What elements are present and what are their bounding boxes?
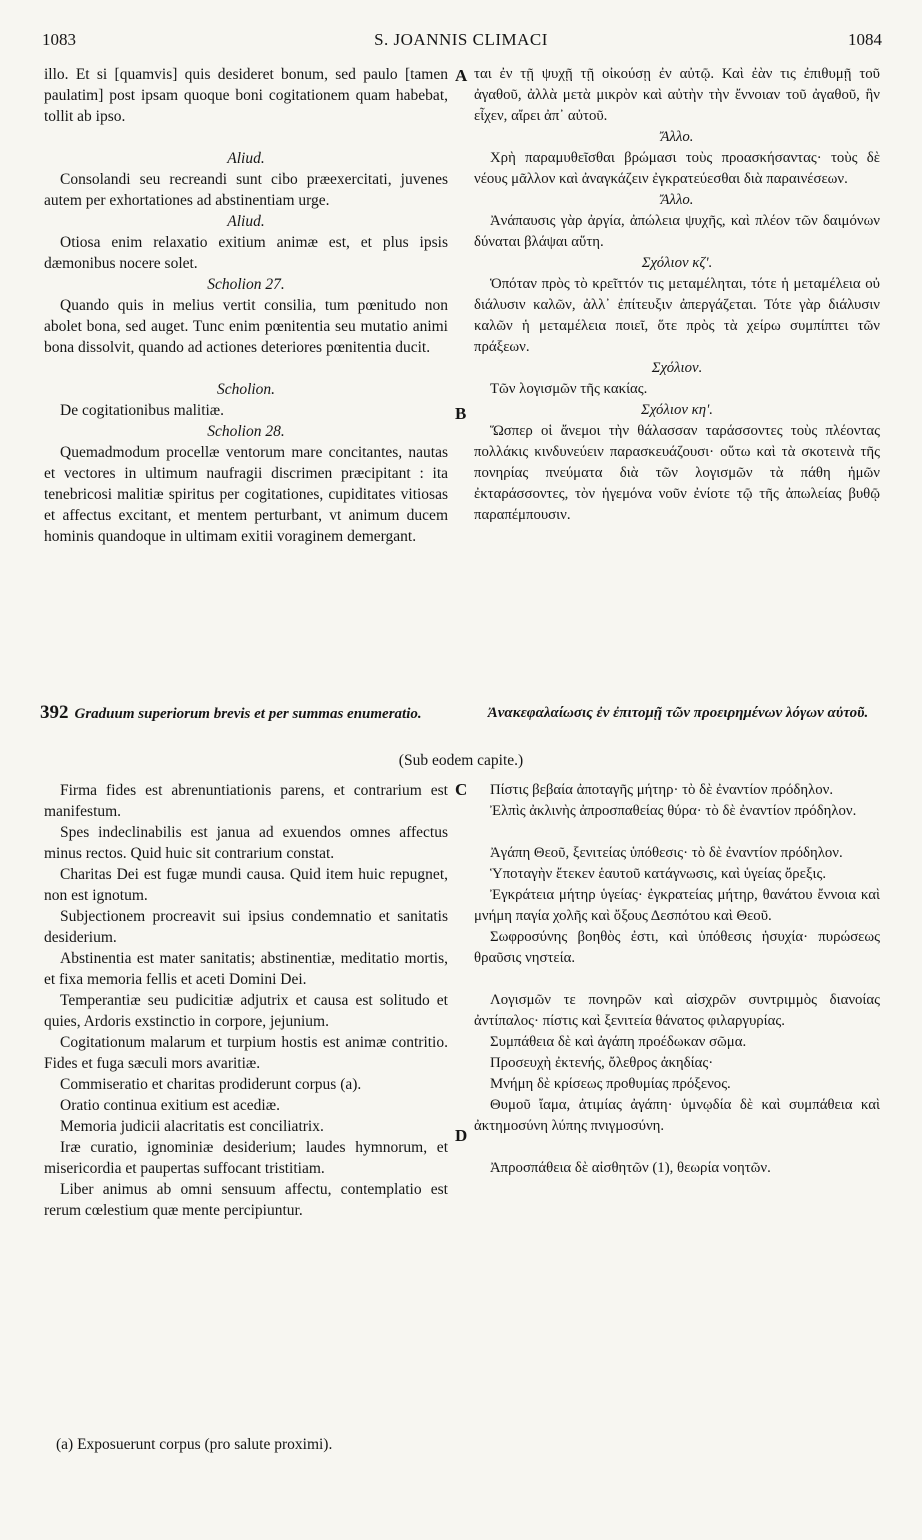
greek-column-upper: [474, 64, 880, 526]
greek-paragraph: Χρὴ παραμυθεῖσθαι βρώμασι τοὺς προασκήσαντας· τοὺς δὲ νέους μᾶλλον καὶ ἀναγκάζειν ἐγκρατεύεσθαι διὰ παραινέσεων.: [474, 150, 880, 187]
margin-letter-a: A: [455, 66, 468, 85]
greek-paragraph: Ἐλπὶς ἀκλινὴς ἀπροσπαθείας θύρα· τὸ δὲ ἐναντίον πρόδηλον.: [490, 803, 857, 819]
greek-paragraph: Ἀπροσπάθεια δὲ αἰσθητῶν (1), θεωρία νοητῶν.: [490, 1160, 771, 1176]
greek-paragraph: Ὥσπερ οἱ ἄνεμοι τὴν θάλασσαν ταράσσοντες τοὺς πλέοντας πολλάκις κινδυνεύειν παρασκευάζουσι· οὕτω καὶ τὰ σκοτεινὰ τῆς πονηρίας πνεύματα διὰ τῶν λογισμῶν τὰ πάθη ἡμῶν ἐκταράσσοντες, τὸν ἡγεμόνα νοῦν ἐνίοτε τῷ τῆς ἀπωλείας βυθῷ παραπέμπουσιν.: [474, 423, 880, 523]
latin-paragraph: Quando quis in melius vertit consilia, tum pœnitudo non abolet bona, sed auget. Tunc enim pœnitentia seu mutatio animi bona dissolvit, quando ad actiones deteriores pœnitentia ducit.: [44, 297, 448, 356]
latin-paragraph: Commiseratio et charitas prodiderunt corpus (a).: [60, 1076, 362, 1093]
section-subheading: (Sub eodem capite.): [398, 752, 524, 769]
latin-paragraph: Charitas Dei est fugæ mundi causa. Quid item huic repugnet, non est ignotum.: [44, 866, 448, 904]
latin-paragraph: Subjectionem procreavit sui ipsius condemnatio et sanitatis desiderium.: [44, 908, 448, 946]
greek-paragraph: Ὑποταγὴν ἔτεκεν ἑαυτοῦ κατάγνωσις, καὶ ὑγείας ὄρεξις.: [490, 866, 827, 882]
greek-column-lower: [474, 780, 880, 1179]
greek-paragraph: Ἀνάπαυσις γὰρ ἀργία, ἀπώλεια ψυχῆς, καὶ πλέον τῶν δαιμόνων δύναται βλάψαι αὕτη.: [474, 213, 880, 250]
margin-letter-b: B: [455, 404, 467, 423]
latin-column-lower: [44, 780, 448, 1221]
latin-heading: Aliud.: [227, 150, 265, 167]
left-page-number: 1083: [42, 30, 76, 49]
latin-paragraph: Iræ curatio, ignominiæ desiderium; laudes hymnorum, et misericordia et paupertas suffocant tristitiam.: [44, 1139, 448, 1177]
latin-paragraph: Cogitationum malarum et turpium hostis est animæ contritio. Fides et fuga sæculi mors avaritiæ.: [44, 1034, 448, 1072]
latin-heading: Scholion 28.: [207, 423, 285, 440]
latin-column-upper: [44, 64, 448, 547]
latin-section-heading: [40, 704, 450, 723]
latin-section-title: Graduum superiorum brevis et per summas enumeratio.: [74, 706, 422, 722]
latin-paragraph: Spes indeclinabilis est janua ad exuendos omnes affectus minus rectos. Quid huic sit contrarium constat.: [44, 824, 448, 862]
footnote: (a) Exposuerunt corpus (pro salute proximi).: [56, 1436, 333, 1453]
greek-paragraph: Πίστις βεβαία ἀποταγῆς μήτηρ· τὸ δὲ ἐναντίον πρόδηλον.: [490, 782, 834, 798]
greek-paragraph: Συμπάθεια δὲ καὶ ἀγάπη προέδωκαν σῶμα.: [490, 1034, 747, 1050]
greek-heading: Σχόλιον κη'.: [641, 402, 713, 418]
section-number: 392: [40, 702, 69, 723]
greek-paragraph: Ἀγάπη Θεοῦ, ξενιτείας ὑπόθεσις· τὸ δὲ ἐναντίον πρόδηλον.: [490, 845, 843, 861]
greek-paragraph: Ὁπόταν πρὸς τὸ κρεῖττόν τις μεταμέληται, τότε ἡ μεταμέλεια οὐ διάλυσιν καλῶν, ἀλλ᾽ ἐπίτευξιν ἀπεργάζεται. Τότε γὰρ διάλυσιν καλῶν ἡ μεταμέλεια ποιεῖ, ὅτε πρὸς τὰ χείρω συμπίπτει τῶν πράξεων.: [474, 276, 880, 355]
greek-section-title: Ἀνακεφαλαίωσις ἐν ἐπιτομῇ τῶν προειρημένων λόγων αὐτοῦ.: [487, 705, 869, 721]
greek-heading: Σχόλιον κζ'.: [641, 255, 713, 271]
greek-paragraph: Μνήμη δὲ κρίσεως προθυμίας πρόξενος.: [490, 1076, 731, 1092]
greek-paragraph: Προσευχὴ ἐκτενής, ὄλεθρος ἀκηδίας·: [490, 1055, 714, 1071]
margin-letter-d: D: [455, 1126, 468, 1145]
latin-paragraph: illo. Et si [quamvis] quis desideret bonum, sed paulo [tamen paulatim] post ipsam quoque boni cogitationem quam habebat, tollit ab ipso.: [44, 66, 448, 125]
latin-paragraph: Consolandi seu recreandi sunt cibo præexercitati, juvenes autem per exhortationes ad abstinentiam urge.: [44, 171, 448, 209]
latin-paragraph: Abstinentia est mater sanitatis; abstinentiæ, meditatio mortis, et fixa memoria fellis et aceti Domini Dei.: [44, 950, 448, 988]
latin-paragraph: Oratio continua exitium est acediæ.: [60, 1097, 280, 1114]
greek-paragraph: Θυμοῦ ἴαμα, ἀτιμίας ἀγάπη· ὑμνῳδία δὲ καὶ συμπάθεια καὶ ἀκτημοσύνη λύπης πνιγμοσύνη.: [474, 1097, 880, 1134]
latin-paragraph: Memoria judicii alacritatis est conciliatrix.: [60, 1118, 324, 1135]
running-title: S. JOANNIS CLIMACI: [374, 30, 548, 49]
latin-heading: Aliud.: [227, 213, 265, 230]
latin-paragraph: Firma fides est abrenuntiationis parens, et contrarium est manifestum.: [44, 782, 448, 820]
greek-paragraph: Τῶν λογισμῶν τῆς κακίας.: [490, 381, 648, 397]
greek-heading: Ἄλλο.: [660, 129, 694, 145]
right-page-number: 1084: [848, 30, 882, 49]
greek-heading: Σχόλιον.: [651, 360, 703, 376]
latin-paragraph: De cogitationibus malitiæ.: [60, 402, 225, 419]
greek-paragraph: Ἐγκράτεια μήτηρ ὑγείας· ἐγκρατείας μήτηρ, θανάτου ἔννοια καὶ μνήμη παγία χολῆς καὶ ὄξους Δεσπότου καὶ Θεοῦ.: [474, 887, 880, 924]
latin-heading: Scholion 27.: [207, 276, 285, 293]
latin-paragraph: Liber animus ab omni sensuum affectu, contemplatio est rerum cœlestium quæ mente percipiuntur.: [44, 1181, 448, 1219]
greek-paragraph: ται ἐν τῇ ψυχῇ τῇ οἰκούσῃ ἐν αὐτῷ. Καὶ ἐὰν τις ἐπιθυμῇ τοῦ ἀγαθοῦ, ἀλλὰ μετὰ μικρὸν καὶ αὐτὴν τὴν ἔννοιαν τοῦ ἀγαθοῦ, ἣν εἶχεν, αἴρει ἀπ᾽ αὐτοῦ.: [474, 66, 880, 124]
greek-paragraph: Σωφροσύνης βοηθὸς ἐστι, καὶ ὑπόθεσις ἡσυχία· πυρώσεως θραῦσις νηστεία.: [474, 929, 880, 966]
greek-paragraph: Λογισμῶν τε πονηρῶν καὶ αἰσχρῶν συντριμμὸς διανοίας ἀντίπαλος· πίστις καὶ ξενιτεία θάνατος φιλαργυρίας.: [474, 992, 880, 1029]
margin-letter-c: C: [455, 780, 468, 799]
latin-paragraph: Otiosa enim relaxatio exitium animæ est, et plus ipsis dæmonibus nocere solet.: [44, 234, 448, 272]
greek-heading: Ἄλλο.: [660, 192, 694, 208]
latin-heading: Scholion.: [216, 381, 276, 398]
latin-paragraph: Temperantiæ seu pudicitiæ adjutrix et causa est solitudo et quies, Ardoris exstinctio in corpore, jejunium.: [44, 992, 448, 1030]
latin-paragraph: Quemadmodum procellæ ventorum mare concitantes, nautas et vectores in ultimum naufragii discrimen præcipitant : ita tenebricosi malitiæ spiritus per cogitationes, cupiditates vitiosas et affectus excitant, et mentem perturbant, vt animum ducem hominis quandoque in ultimam exitii voraginem demergant.: [44, 444, 448, 545]
